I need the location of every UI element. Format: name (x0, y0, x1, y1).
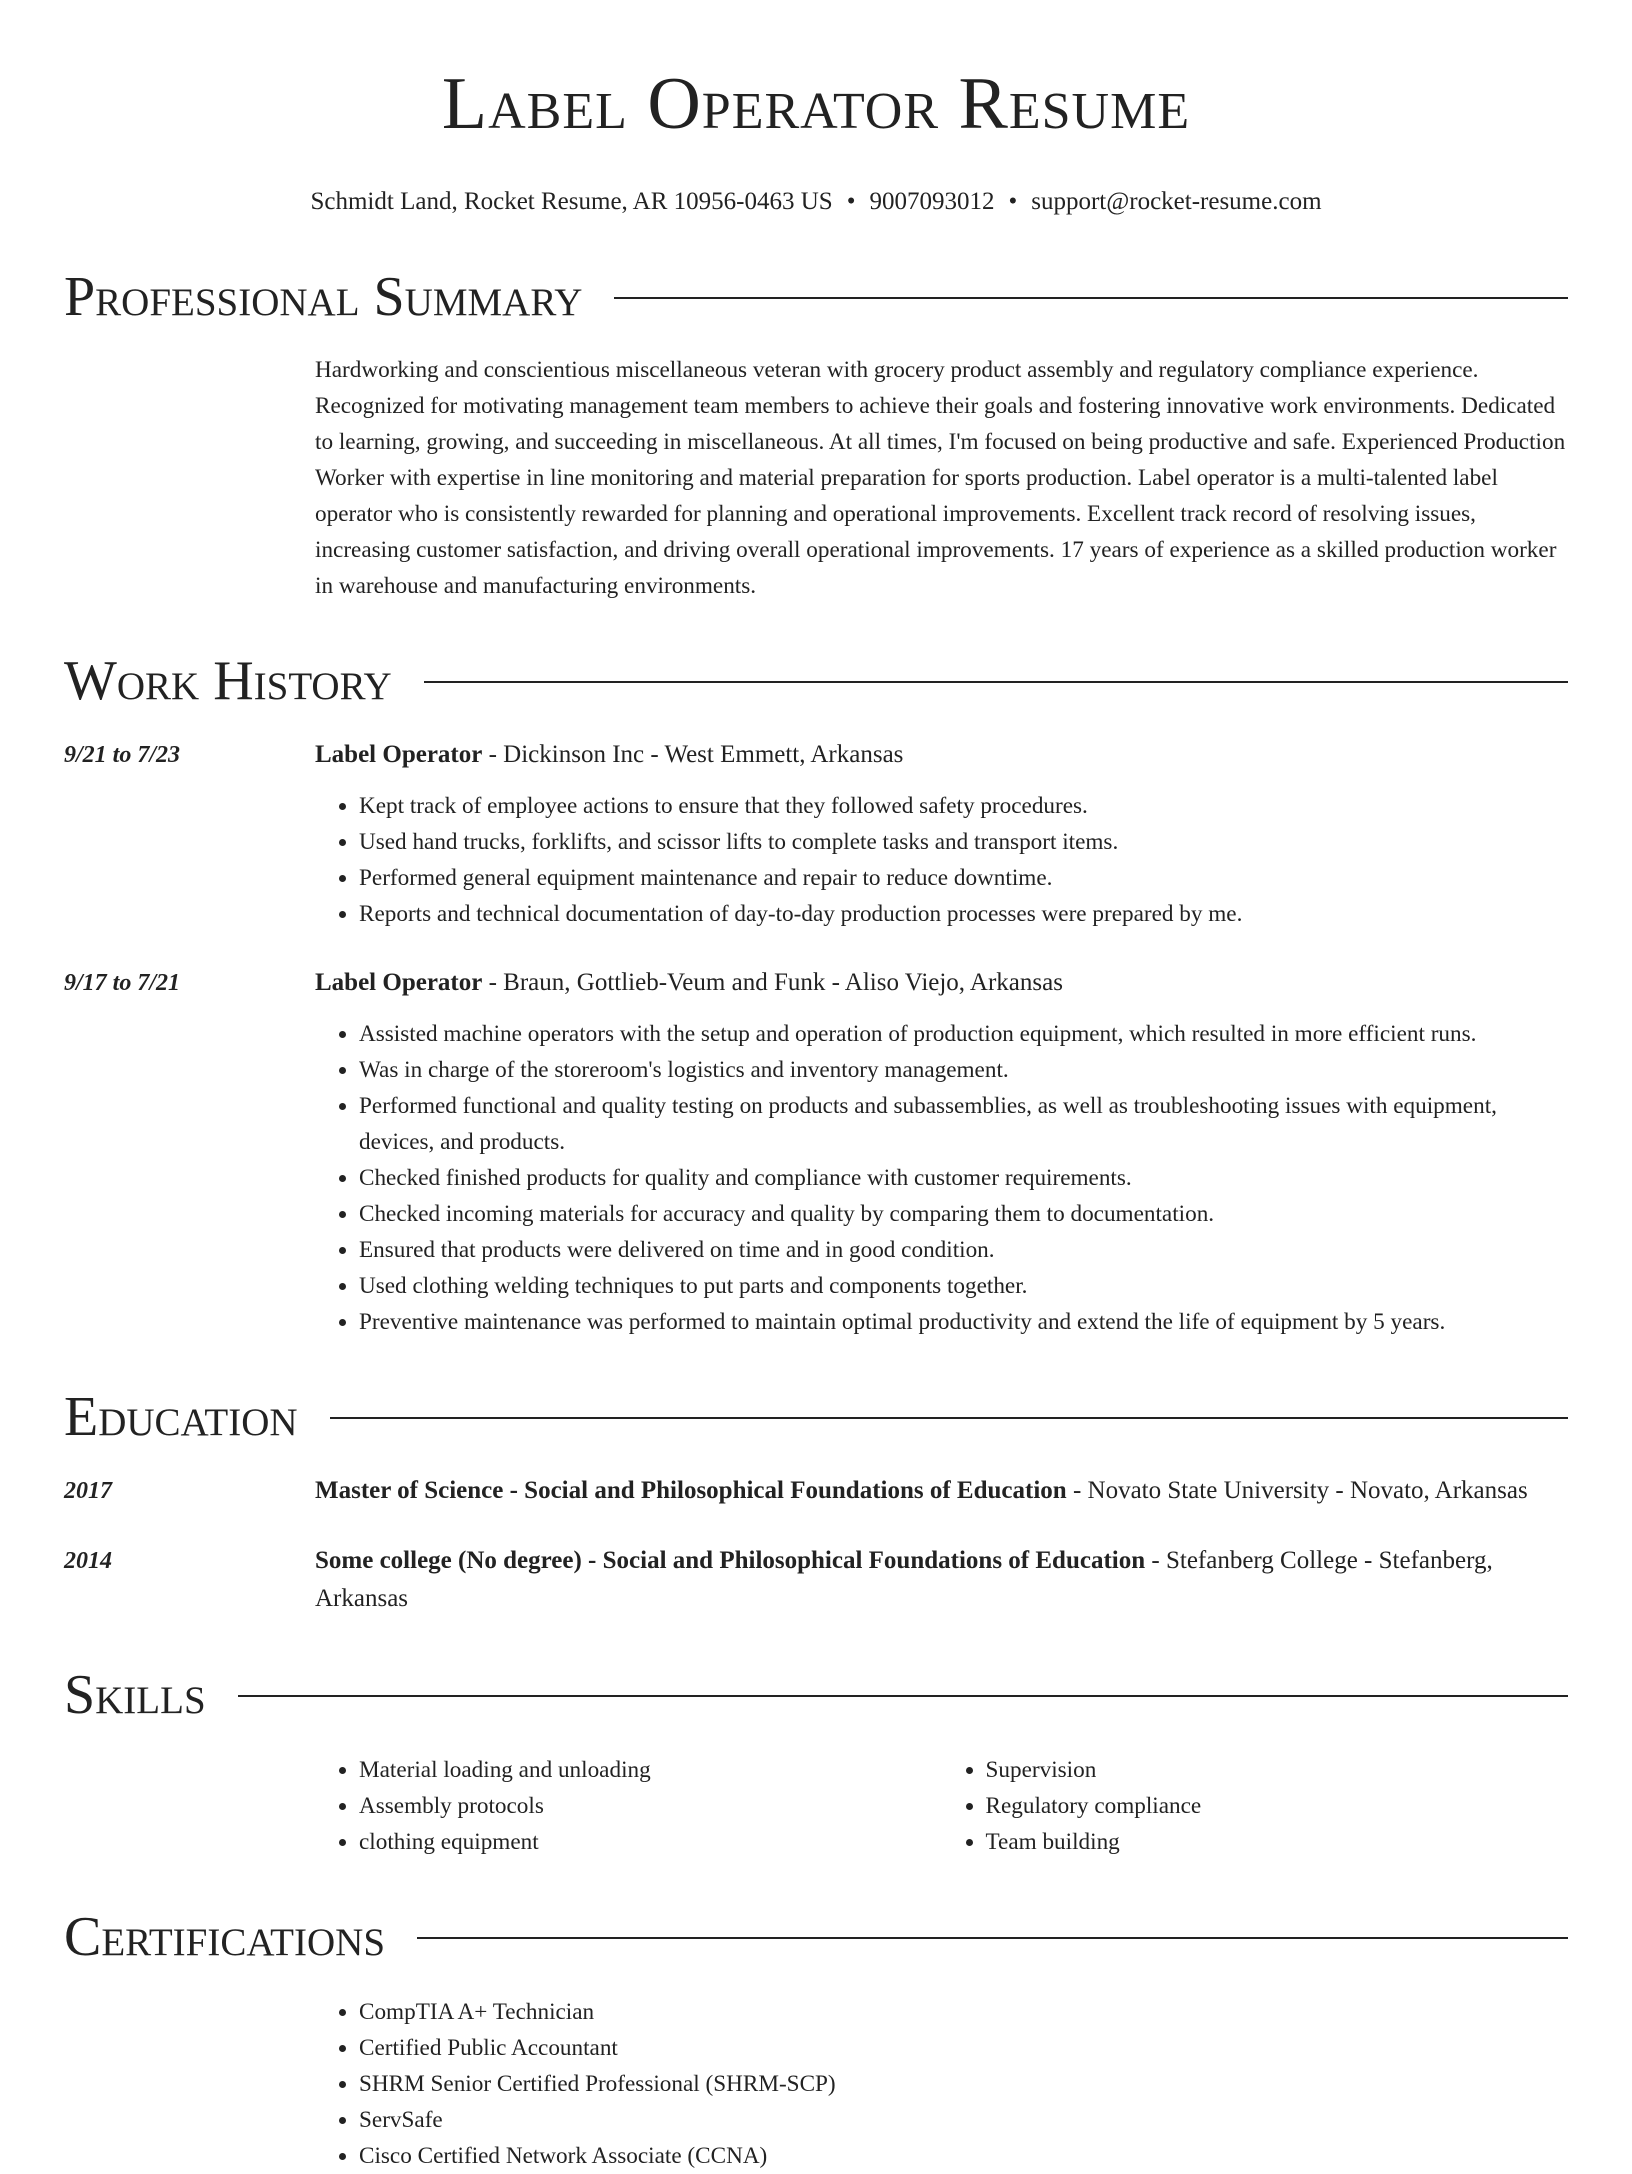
section-title-certifications: Certifications (64, 1906, 386, 1968)
job-role: Label Operator (315, 969, 483, 996)
list-item: • clothing equipment (359, 1824, 942, 1860)
job-body (315, 736, 1568, 932)
education-degree: Some college (No degree) - Social and Philosophical Foundations of Education (315, 1547, 1146, 1574)
job-dates: 9/21 to 7/23 (64, 742, 181, 768)
section-divider (424, 681, 1568, 683)
list-item: • Assisted machine operators with the setup and operation of production equipment, which resulted in more efficient runs. (359, 1016, 1568, 1052)
education-year: 2014 (64, 1548, 112, 1574)
list-item: • Cisco Certified Network Associate (CCNA) (359, 2138, 1568, 2174)
list-item: • Used hand trucks, forklifts, and scissor lifts to complete tasks and transport items. (359, 824, 1568, 860)
job-heading (315, 964, 1568, 1002)
list-item: • Ensured that products were delivered on time and in good condition. (359, 1232, 1568, 1268)
job-entry (64, 736, 1568, 932)
education-details: - Novato State University - Novato, Arkansas (1066, 1477, 1528, 1504)
list-item: • Preventive maintenance was performed to maintain optimal productivity and extend the life of equipment by 5 years. (359, 1304, 1568, 1340)
education-year: 2017 (64, 1478, 112, 1504)
list-item: • Performed functional and quality testing on products and subassemblies, as well as troubleshooting issues with equipment, devices, and products. (359, 1088, 1568, 1160)
job-bullets (315, 788, 1568, 932)
list-item: • Material loading and unloading (359, 1752, 942, 1788)
list-item: • Checked finished products for quality and compliance with customer requirements. (359, 1160, 1568, 1196)
job-dates: 9/17 to 7/21 (64, 970, 181, 996)
list-item: • Team building (986, 1824, 1569, 1860)
list-item: • Certified Public Accountant (359, 2030, 1568, 2066)
summary-text: Hardworking and conscientious miscellaneous veteran with grocery product assembly and regulatory compliance experience. Recognized for motivating management team members to achieve their goals and fostering innovative work environments. Dedicated to learning, growing, and succeeding in miscellaneous. At all times, I'm focused on being productive and safe. Experienced Production Worker with expertise in line monitoring and material preparation for sports production. Label operator is a multi-talented label operator who is consistently rewarded for planning and operational improvements. Excellent track record of resolving issues, increasing customer satisfaction, and driving overall operational improvements. 17 years of experience as a skilled production worker in warehouse and manufacturing environments. (315, 357, 1566, 599)
section-divider (330, 1417, 1568, 1419)
contact-email: support@rocket-resume.com (1031, 188, 1322, 215)
section-title-skills: Skills (64, 1664, 206, 1726)
contact-line (64, 184, 1568, 220)
section-title-education: Education (64, 1386, 298, 1448)
certifications-items (315, 1994, 1568, 2174)
list-item: • CompTIA A+ Technician (359, 1994, 1568, 2030)
list-item: • ServSafe (359, 2102, 1568, 2138)
list-item: • Checked incoming materials for accuracy and quality by comparing them to documentation. (359, 1196, 1568, 1232)
skills-column-right (942, 1752, 1569, 1860)
education-body (315, 1472, 1568, 1510)
job-details: - Dickinson Inc - West Emmett, Arkansas (482, 741, 904, 768)
job-role: Label Operator (315, 741, 483, 768)
list-item: • Reports and technical documentation of day-to-day production processes were prepared by me. (359, 896, 1568, 932)
education-degree: Master of Science - Social and Philosophical Foundations of Education (315, 1477, 1067, 1504)
section-title-summary: Professional Summary (64, 266, 583, 328)
certifications-list (315, 1994, 1568, 2174)
list-item: • Performed general equipment maintenance and repair to reduce downtime. (359, 860, 1568, 896)
job-bullets (315, 1016, 1568, 1340)
education-entry (64, 1472, 1568, 1510)
skills-column-left (315, 1752, 942, 1860)
list-item: • Regulatory compliance (986, 1788, 1569, 1824)
list-item: • Was in charge of the storeroom's logistics and inventory management. (359, 1052, 1568, 1088)
education-entry (64, 1542, 1568, 1618)
section-divider (238, 1695, 1568, 1697)
skills-list (315, 1752, 1568, 1860)
section-header-summary (64, 264, 1568, 330)
section-header-skills (64, 1662, 1568, 1728)
resume-title: Label Operator Resume (441, 63, 1191, 145)
job-details: - Braun, Gottlieb-Veum and Funk - Aliso Viejo, Arkansas (482, 969, 1063, 996)
contact-phone: 9007093012 (869, 188, 995, 215)
section-divider (417, 1937, 1568, 1939)
education-body (315, 1542, 1568, 1618)
contact-separator: • (1008, 188, 1018, 215)
list-item: • Used clothing welding techniques to put parts and components together. (359, 1268, 1568, 1304)
section-divider (614, 297, 1568, 299)
section-header-certifications (64, 1904, 1568, 1970)
job-heading (315, 736, 1568, 774)
contact-address: Schmidt Land, Rocket Resume, AR 10956-0463 US (310, 188, 833, 215)
education-details: - Stefanberg College - Stefanberg, Arkansas (315, 1547, 1493, 1612)
job-entry (64, 964, 1568, 1340)
list-item: • Supervision (986, 1752, 1569, 1788)
job-body (315, 964, 1568, 1340)
section-header-work (64, 648, 1568, 714)
section-header-education (64, 1384, 1568, 1450)
list-item: • SHRM Senior Certified Professional (SHRM-SCP) (359, 2066, 1568, 2102)
list-item: • Assembly protocols (359, 1788, 942, 1824)
contact-separator: • (846, 188, 856, 215)
section-title-work: Work History (64, 650, 392, 712)
list-item: • Kept track of employee actions to ensure that they followed safety procedures. (359, 788, 1568, 824)
